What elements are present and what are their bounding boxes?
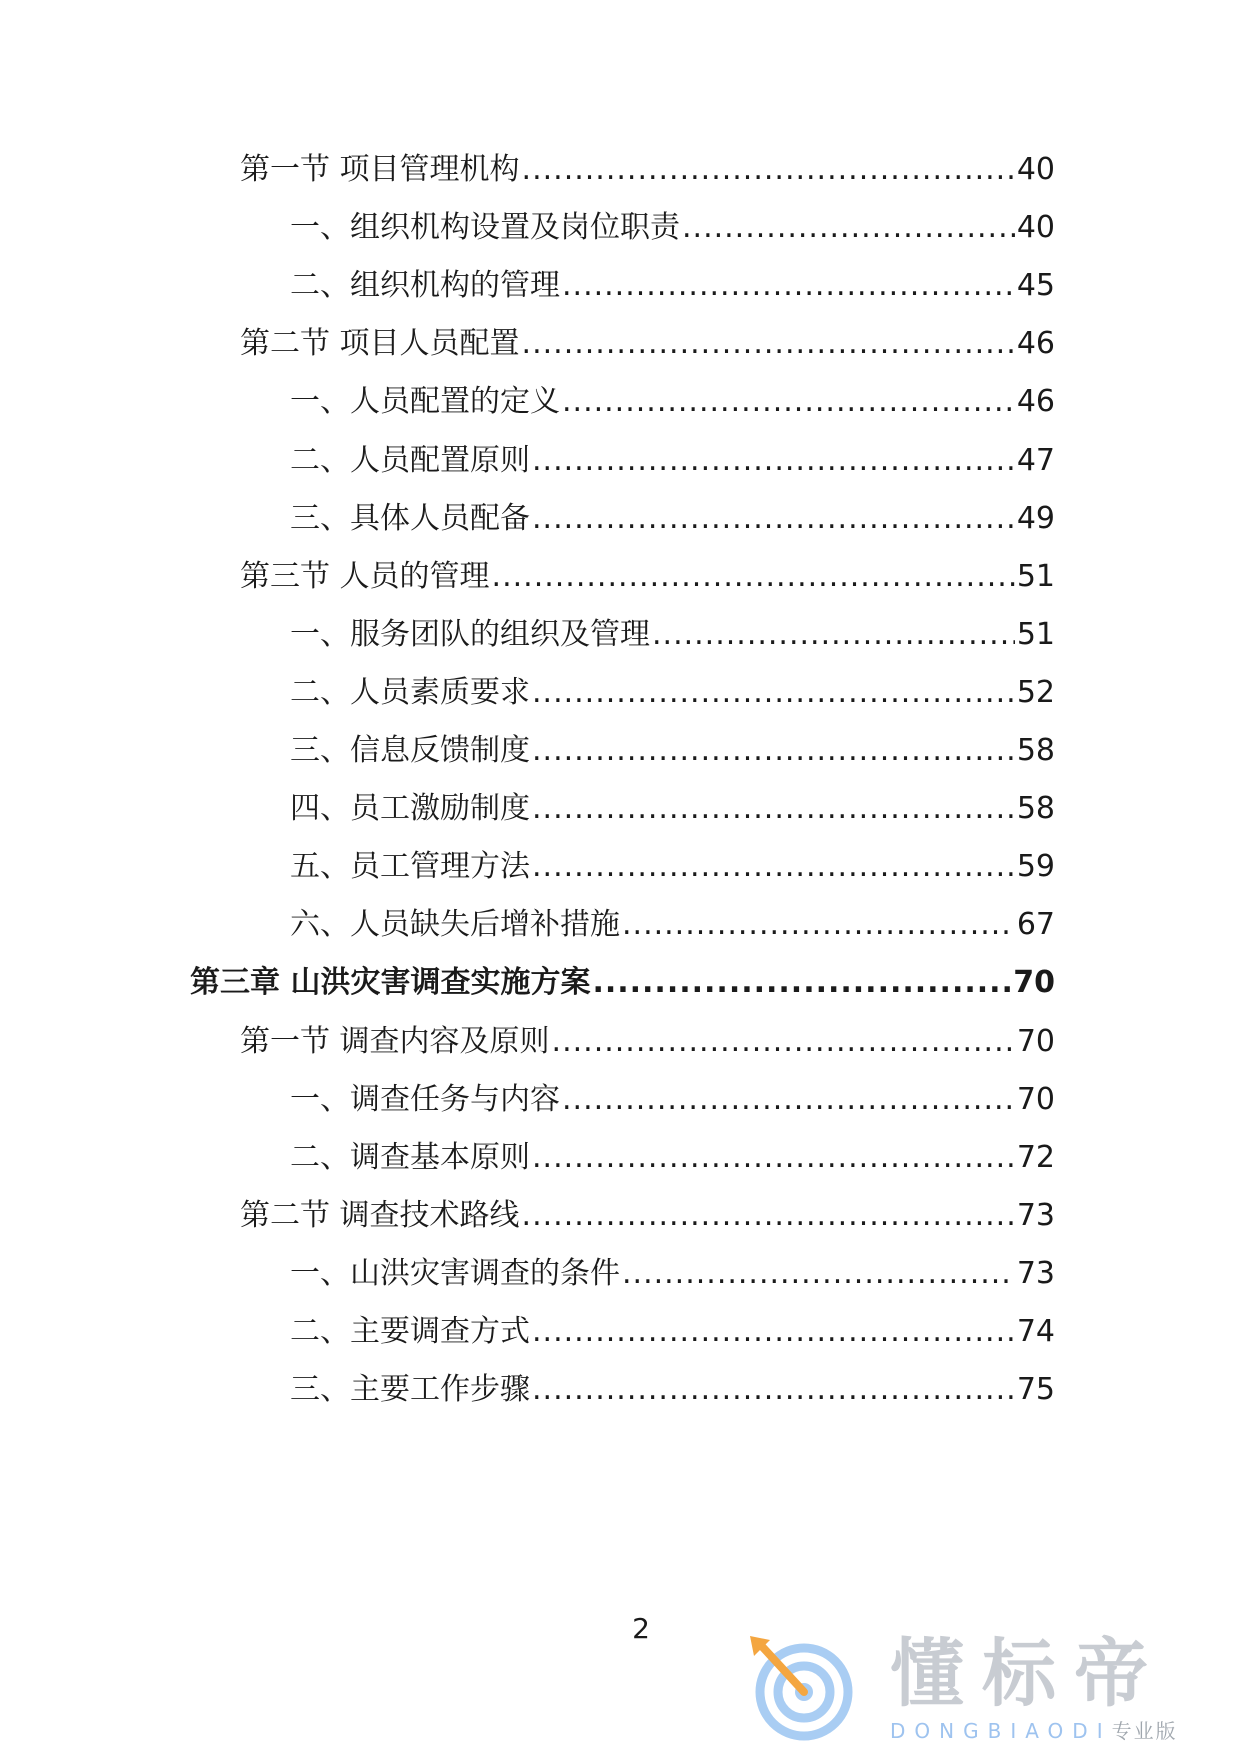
toc-entry-page: 59 [1016, 849, 1055, 885]
toc-leader-dots [532, 1138, 1015, 1178]
toc-leader-dots [622, 1254, 1015, 1294]
toc-entry-page: 40 [1016, 152, 1055, 187]
watermark-subtitle-latin: DONGBIAODI [890, 1719, 1112, 1743]
toc-entry-title: 五、员工管理方法 [290, 849, 530, 885]
toc-entry[interactable] [240, 1196, 1055, 1236]
toc-leader-dots [532, 847, 1015, 887]
toc-entry-page: 73 [1016, 1197, 1055, 1233]
toc-leader-dots [532, 1312, 1015, 1352]
toc-entry[interactable] [290, 1370, 1055, 1410]
toc-leader-dots [552, 1022, 1015, 1062]
toc-entry-page: 58 [1016, 733, 1055, 768]
toc-entry[interactable] [290, 731, 1055, 771]
toc-entry-title: 二、调查基本原则 [290, 1139, 530, 1175]
toc-entry-title: 一、人员配置的定义 [290, 384, 560, 420]
watermark-subtitle [890, 1720, 1178, 1742]
toc-entry-page: 46 [1016, 384, 1055, 420]
toc-entry-title: 二、主要调查方式 [290, 1314, 530, 1349]
toc-leader-dots [532, 731, 1015, 771]
toc-entry-page: 58 [1016, 791, 1055, 827]
toc-entry[interactable] [290, 673, 1055, 713]
toc-entry[interactable] [290, 382, 1055, 422]
toc-entry-title: 第三章 山洪灾害调查实施方案 [190, 965, 591, 1001]
toc-entry-title: 三、具体人员配备 [290, 500, 530, 536]
toc-entry-page: 73 [1016, 1255, 1055, 1291]
toc-entry-page: 49 [1016, 500, 1055, 536]
toc-leader-dots [532, 441, 1015, 481]
toc-entry-title: 第一节 调查内容及原则 [240, 1023, 550, 1059]
toc-entry[interactable] [290, 847, 1055, 887]
toc-entry[interactable] [290, 905, 1055, 945]
toc-entry-page: 51 [1016, 616, 1055, 652]
toc-leader-dots [682, 208, 1015, 248]
page-number: 2 [632, 1612, 650, 1645]
toc-leader-dots [522, 1196, 1015, 1236]
watermark-brand: 懂标帝 [890, 1631, 1166, 1717]
toc-leader-dots [532, 1370, 1015, 1410]
toc-entry-page: 52 [1016, 674, 1055, 710]
toc-entry-title: 一、服务团队的组织及管理 [290, 616, 650, 652]
toc-entry-page: 46 [1016, 326, 1055, 362]
toc-entry-page: 74 [1016, 1314, 1055, 1349]
toc-entry[interactable] [240, 150, 1055, 190]
toc-entry[interactable] [290, 1254, 1055, 1294]
toc-entry-page: 70 [1016, 1023, 1055, 1059]
toc-entry-title: 四、员工激励制度 [290, 791, 530, 827]
toc-leader-dots [522, 324, 1015, 364]
toc-leader-dots [492, 557, 1015, 597]
toc-entry-title: 二、组织机构的管理 [290, 268, 560, 304]
toc-entry-page: 51 [1016, 558, 1055, 594]
toc-entry[interactable] [290, 789, 1055, 829]
toc-entry-page: 40 [1016, 210, 1055, 246]
toc-entry-page: 72 [1016, 1139, 1055, 1175]
toc-entry[interactable] [240, 1022, 1055, 1062]
toc-leader-dots [532, 789, 1015, 829]
toc-entry[interactable] [290, 1312, 1055, 1352]
toc-entry-title: 三、信息反馈制度 [290, 733, 530, 768]
toc-entry[interactable] [290, 1138, 1055, 1178]
toc-entry[interactable] [240, 557, 1055, 597]
toc-entry[interactable] [290, 499, 1055, 539]
toc-entry-page: 70 [1013, 965, 1055, 1001]
toc-leader-dots [592, 963, 1011, 1003]
toc-leader-dots [562, 382, 1015, 422]
toc-entry-title: 六、人员缺失后增补措施 [290, 907, 620, 943]
toc-leader-dots [562, 1080, 1015, 1120]
toc-leader-dots [532, 673, 1015, 713]
toc-entry[interactable] [190, 963, 1055, 1003]
toc-entry-page: 70 [1016, 1081, 1055, 1117]
toc-entry-title: 一、调查任务与内容 [290, 1081, 560, 1117]
target-logo-icon [746, 1632, 856, 1742]
toc-entry-title: 第二节 调查技术路线 [240, 1197, 520, 1233]
toc-entry[interactable] [240, 324, 1055, 364]
toc-entry-title: 第一节 项目管理机构 [240, 152, 520, 187]
toc-entry-title: 一、组织机构设置及岗位职责 [290, 210, 680, 246]
toc-leader-dots [522, 150, 1015, 190]
toc-entry-title: 第三节 人员的管理 [240, 558, 490, 594]
toc-entry-title: 二、人员素质要求 [290, 674, 530, 710]
toc-leader-dots [652, 615, 1015, 655]
toc-entry-title: 第二节 项目人员配置 [240, 326, 520, 362]
watermark-edition: 专业版 [1111, 1719, 1178, 1743]
toc-entry-page: 47 [1016, 442, 1055, 478]
toc-leader-dots [562, 266, 1015, 306]
toc-entry[interactable] [290, 441, 1055, 481]
toc-entry[interactable] [290, 1080, 1055, 1120]
toc-entry[interactable] [290, 208, 1055, 248]
toc-entry-title: 二、人员配置原则 [290, 442, 530, 478]
toc-entry[interactable] [290, 615, 1055, 655]
toc-entry-title: 三、主要工作步骤 [290, 1372, 530, 1408]
toc-leader-dots [532, 499, 1015, 539]
toc-entry-page: 67 [1016, 907, 1055, 943]
toc-leader-dots [622, 905, 1015, 945]
toc-entry-page: 45 [1016, 268, 1055, 304]
toc-entry-title: 一、山洪灾害调查的条件 [290, 1255, 620, 1291]
toc-entry[interactable] [290, 266, 1055, 306]
toc-entry-page: 75 [1016, 1372, 1055, 1408]
watermark [740, 1628, 1220, 1748]
